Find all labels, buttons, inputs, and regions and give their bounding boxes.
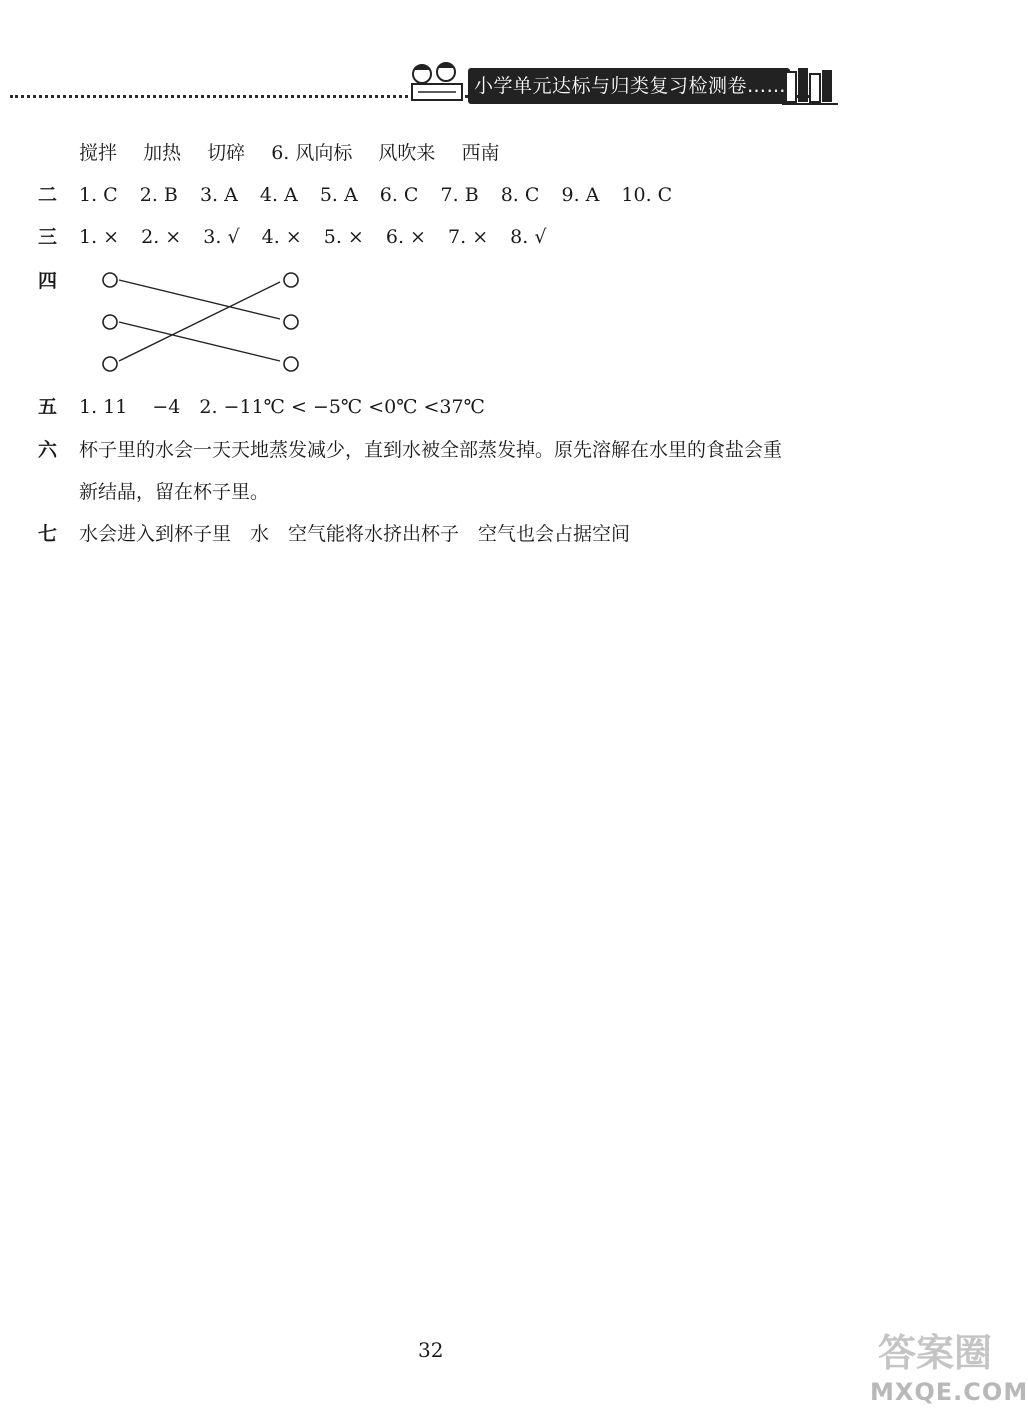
matching-line (119, 282, 280, 361)
answer-item: 8. C (500, 184, 540, 206)
section-6-answer-line-2: 新结晶，留在杯子里。 (79, 481, 270, 503)
answer-item: 10. C (621, 184, 673, 206)
left-match-circle (103, 273, 117, 287)
left-match-circle (103, 357, 117, 371)
answer-item: 切碎 (207, 142, 246, 164)
answer-item: 9. A (561, 184, 600, 206)
answer-item: 4. A (259, 184, 298, 206)
watermark-logo: 答案圈 (878, 1331, 993, 1375)
page-number: 32 (418, 1338, 444, 1362)
section-2-label: 二 (38, 184, 58, 206)
right-match-circle (284, 357, 298, 371)
answer-item: 6. × (385, 226, 426, 248)
section-6-answer-line-1: 杯子里的水会一天天地蒸发减少，直到水被全部蒸发掉。原先溶解在水里的食盐会重 (79, 439, 783, 461)
answer-item: 2. B (139, 184, 178, 206)
left-match-circle (103, 315, 117, 329)
answer-item: 1. C (79, 184, 118, 206)
section-7-label: 七 (38, 523, 58, 545)
answer-item: 3. A (199, 184, 238, 206)
answer-item: 2. × (141, 226, 182, 248)
continued-answers (79, 138, 519, 168)
answer-item: 5. A (319, 184, 358, 206)
answer-item: 4. × (261, 226, 302, 248)
answer-item: 3. √ (203, 226, 240, 248)
section-2-answers (79, 180, 688, 210)
section-5-label: 五 (38, 396, 58, 418)
answer-item: 6. C (379, 184, 419, 206)
section-3-answers (79, 222, 562, 252)
header-books-icon (782, 62, 838, 108)
section-5-answer: 1. 11 −4 2. −11℃ < −5℃ <0℃ <37℃ (79, 396, 485, 418)
right-match-circle (284, 273, 298, 287)
answer-item: 5. × (323, 226, 364, 248)
header-kids-illustration-icon (408, 60, 472, 104)
header-title: 小学单元达标与归类复习检测卷…… (474, 75, 787, 97)
section-4-label: 四 (38, 270, 58, 292)
answer-item: 8. √ (510, 226, 547, 248)
section-6-label: 六 (38, 439, 58, 461)
answer-item: 风吹来 (378, 142, 436, 164)
matching-line (119, 280, 280, 319)
answer-item: 加热 (143, 142, 182, 164)
answer-item: 搅拌 (79, 142, 118, 164)
answer-item: 西南 (461, 142, 500, 164)
answer-item: 1. × (79, 226, 120, 248)
answer-item: 7. × (448, 226, 489, 248)
matching-line (119, 322, 280, 361)
section-7-answer: 水会进入到杯子里 水 空气能将水挤出杯子 空气也会占据空间 (79, 523, 631, 545)
watermark-url: MXQE.COM (870, 1378, 1028, 1406)
answer-item: 6. 风向标 (271, 142, 353, 164)
answer-item: 7. B (440, 184, 479, 206)
section-3-label: 三 (38, 226, 58, 248)
right-match-circle (284, 315, 298, 329)
matching-lines-diagram (95, 262, 310, 380)
